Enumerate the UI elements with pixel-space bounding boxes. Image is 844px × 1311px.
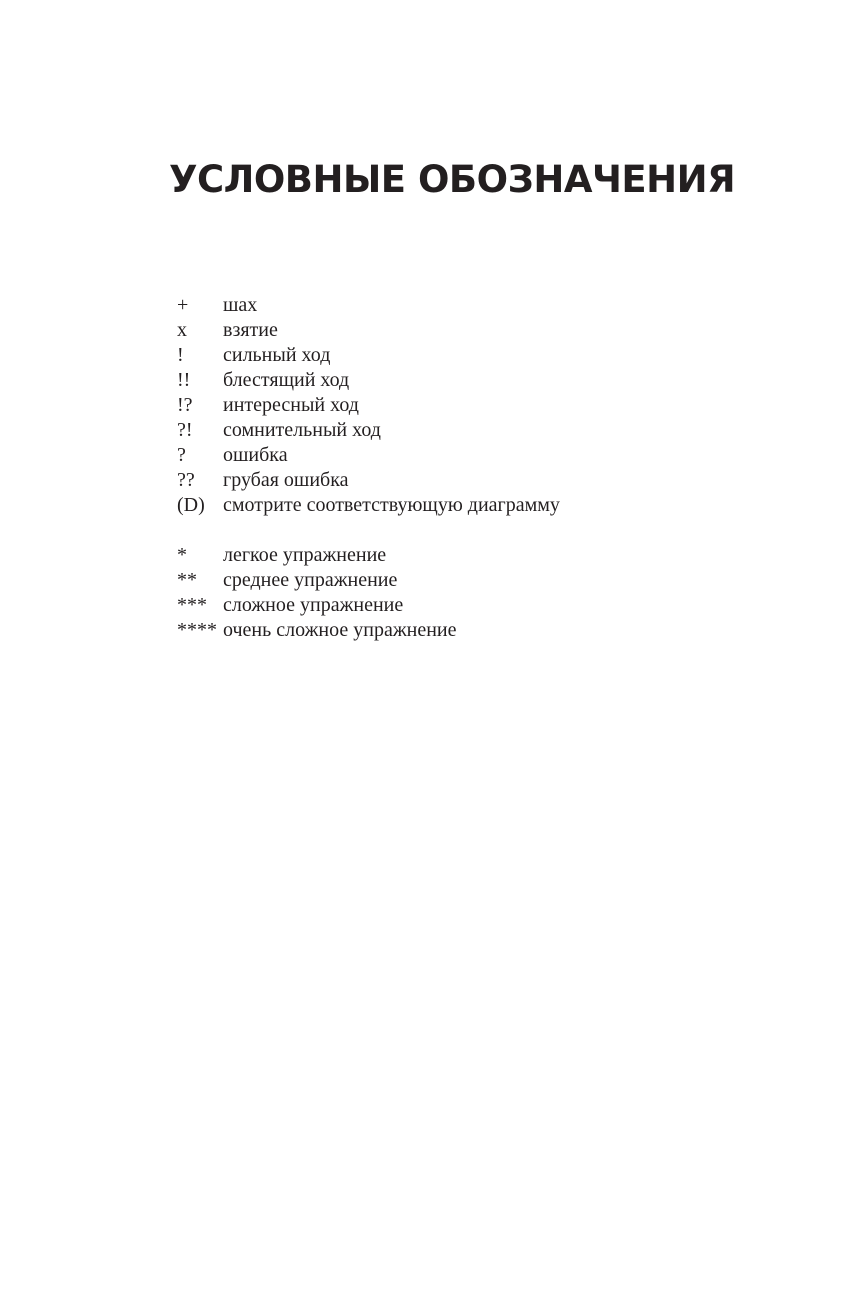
legend-meaning: легкое упражнение	[223, 544, 387, 566]
legend-meaning: очень сложное упражнение	[223, 619, 457, 641]
legend-row-diagram	[177, 493, 560, 518]
legend-meaning: смотрите соответствующую диаграмму	[223, 494, 560, 516]
legend-symbol: !!	[177, 369, 191, 391]
legend-row-blunder	[177, 468, 560, 493]
legend-meaning: сильный ход	[223, 344, 331, 366]
legend-row-check	[177, 293, 560, 318]
legend-symbol: ***	[177, 594, 207, 616]
legend-symbol: **	[177, 569, 197, 591]
legend-row-easy-exercise	[177, 543, 457, 568]
legend-row-brilliant-move	[177, 368, 560, 393]
legend-symbol: ?	[177, 444, 186, 466]
legend-meaning: грубая ошибка	[223, 469, 349, 491]
legend-meaning: сложное упражнение	[223, 594, 404, 616]
legend-symbol: ?!	[177, 419, 193, 441]
legend-symbol: *	[177, 544, 187, 566]
legend-row-dubious-move	[177, 418, 560, 443]
legend-row-medium-exercise	[177, 568, 457, 593]
notation-legend	[177, 293, 560, 518]
legend-symbol: ****	[177, 619, 217, 641]
legend-row-strong-move	[177, 343, 560, 368]
legend-symbol: !	[177, 344, 184, 366]
legend-meaning: шах	[223, 294, 258, 316]
legend-symbol: x	[177, 319, 187, 341]
legend-meaning: блестящий ход	[223, 369, 350, 391]
legend-meaning: ошибка	[223, 444, 288, 466]
legend-row-interesting-move	[177, 393, 560, 418]
legend-symbol: ??	[177, 469, 195, 491]
legend-meaning: среднее упражнение	[223, 569, 398, 591]
legend-meaning: взятие	[223, 319, 278, 341]
legend-symbol: !?	[177, 394, 193, 416]
legend-symbol: +	[177, 294, 189, 316]
legend-row-hard-exercise	[177, 593, 457, 618]
page-title: УСЛОВНЫЕ ОБОЗНАЧЕНИЯ	[168, 158, 736, 201]
legend-meaning: сомнительный ход	[223, 419, 381, 441]
exercise-legend	[177, 543, 457, 643]
legend-meaning: интересный ход	[223, 394, 359, 416]
legend-row-mistake	[177, 443, 560, 468]
legend-row-very-hard-exercise	[177, 618, 457, 643]
legend-row-capture	[177, 318, 560, 343]
legend-symbol: (D)	[177, 494, 205, 516]
